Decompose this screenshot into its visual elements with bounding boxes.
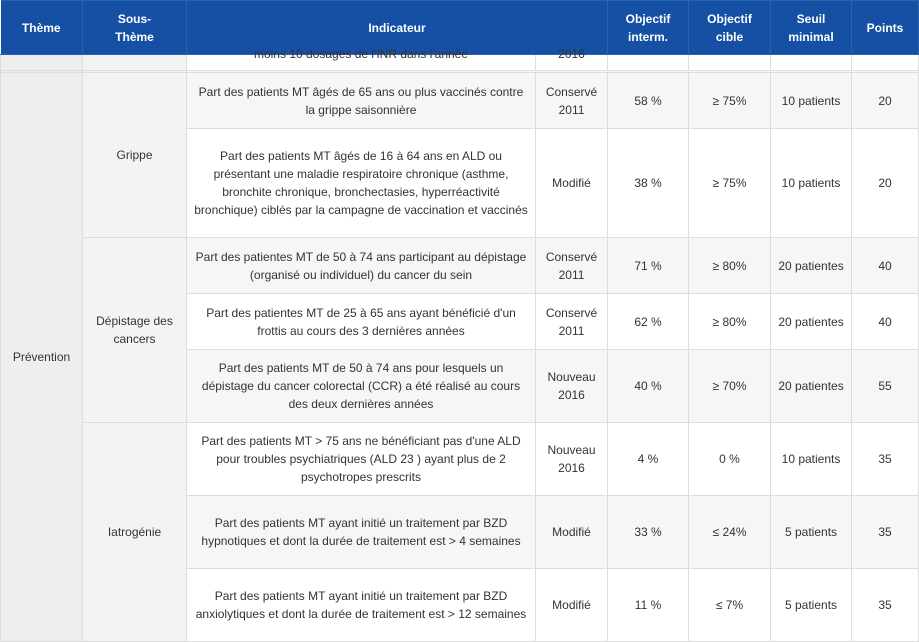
partial-indicator: moins 10 dosages de l'INR dans l'année xyxy=(187,55,536,71)
header-interim-goal: Objectif interm. xyxy=(608,1,689,55)
theme-cell: Prévention xyxy=(1,73,83,642)
target-goal-cell: ≥ 80% xyxy=(689,238,771,294)
target-goal-cell: ≥ 75% xyxy=(689,73,771,129)
interim-goal-cell: 58 % xyxy=(608,73,689,129)
partial-cell xyxy=(771,55,852,71)
target-goal-cell: 0 % xyxy=(689,423,771,496)
threshold-cell: 10 patients xyxy=(771,73,852,129)
status-cell: Nouveau 2016 xyxy=(536,423,608,496)
interim-goal-cell: 62 % xyxy=(608,294,689,350)
target-goal-cell: ≤ 24% xyxy=(689,496,771,569)
sub-theme-cell: Grippe xyxy=(83,73,187,238)
indicator-cell: Part des patients MT ayant initié un traitement par BZD anxiolytiques et dont la durée de traitement est > 12 semaines xyxy=(187,569,536,642)
partial-cell xyxy=(852,55,919,71)
partial-row xyxy=(1,55,919,71)
header-target-goal: Objectif cible xyxy=(689,1,771,55)
indicator-cell: Part des patients MT de 50 à 74 ans pour lesquels un dépistage du cancer colorectal (CCR) a été réalisé au cours des deux dernières années xyxy=(187,350,536,423)
target-goal-cell: ≥ 80% xyxy=(689,294,771,350)
indicator-cell: Part des patients MT ayant initié un traitement par BZD hypnotiques et dont la durée de traitement est > 4 semaines xyxy=(187,496,536,569)
threshold-cell: 20 patientes xyxy=(771,350,852,423)
points-cell: 35 xyxy=(852,423,919,496)
interim-goal-cell: 11 % xyxy=(608,569,689,642)
indicator-cell: Part des patients MT > 75 ans ne bénéficiant pas d'une ALD pour troubles psychiatriques (ALD 23 ) ayant plus de 2 psychotropes prescrits xyxy=(187,423,536,496)
threshold-cell: 20 patientes xyxy=(771,294,852,350)
target-goal-cell: ≤ 7% xyxy=(689,569,771,642)
status-cell: Nouveau 2016 xyxy=(536,350,608,423)
points-cell: 20 xyxy=(852,129,919,238)
status-cell: Modifié xyxy=(536,129,608,238)
header-indicator: Indicateur xyxy=(187,1,608,55)
threshold-cell: 10 patients xyxy=(771,129,852,238)
partial-cell xyxy=(689,55,771,71)
table-row xyxy=(1,238,919,294)
partial-cell xyxy=(608,55,689,71)
indicator-cell: Part des patients MT âgés de 16 à 64 ans en ALD ou présentant une maladie respiratoire chronique (asthme, bronchite chronique, bronchectasies, hyperréactivité bronchique) ciblés par la campagne de vaccination et vaccinés xyxy=(187,129,536,238)
status-cell: Modifié xyxy=(536,496,608,569)
status-cell: Conservé 2011 xyxy=(536,294,608,350)
header-sub-theme: Sous- Thème xyxy=(83,1,187,55)
target-goal-cell: ≥ 75% xyxy=(689,129,771,238)
points-cell: 35 xyxy=(852,569,919,642)
points-cell: 40 xyxy=(852,294,919,350)
header-min-threshold: Seuil minimal xyxy=(771,1,852,55)
sub-theme-cell: Iatrogénie xyxy=(83,423,187,642)
interim-goal-cell: 71 % xyxy=(608,238,689,294)
threshold-cell: 5 patients xyxy=(771,496,852,569)
partial-sub-cell xyxy=(83,55,187,71)
status-cell: Modifié xyxy=(536,569,608,642)
threshold-cell: 5 patients xyxy=(771,569,852,642)
threshold-cell: 10 patients xyxy=(771,423,852,496)
target-goal-cell: ≥ 70% xyxy=(689,350,771,423)
table-row xyxy=(1,423,919,496)
points-cell: 35 xyxy=(852,496,919,569)
interim-goal-cell: 38 % xyxy=(608,129,689,238)
header-theme: Thème xyxy=(1,1,83,55)
interim-goal-cell: 40 % xyxy=(608,350,689,423)
points-cell: 40 xyxy=(852,238,919,294)
interim-goal-cell: 4 % xyxy=(608,423,689,496)
sub-theme-cell: Dépistage des cancers xyxy=(83,238,187,423)
indicator-cell: Part des patientes MT de 25 à 65 ans ayant bénéficié d'un frottis au cours des 3 dernières années xyxy=(187,294,536,350)
points-cell: 55 xyxy=(852,350,919,423)
indicator-cell: Part des patientes MT de 50 à 74 ans participant au dépistage (organisé ou individuel) du cancer du sein xyxy=(187,238,536,294)
points-cell: 20 xyxy=(852,73,919,129)
indicator-cell: Part des patients MT âgés de 65 ans ou plus vaccinés contre la grippe saisonnière xyxy=(187,73,536,129)
partial-theme-cell xyxy=(1,55,83,71)
table-row xyxy=(1,73,919,129)
header-points: Points xyxy=(852,1,919,55)
status-cell: Conservé 2011 xyxy=(536,238,608,294)
status-cell: Conservé 2011 xyxy=(536,73,608,129)
interim-goal-cell: 33 % xyxy=(608,496,689,569)
partial-status: 2016 xyxy=(536,55,608,71)
threshold-cell: 20 patientes xyxy=(771,238,852,294)
